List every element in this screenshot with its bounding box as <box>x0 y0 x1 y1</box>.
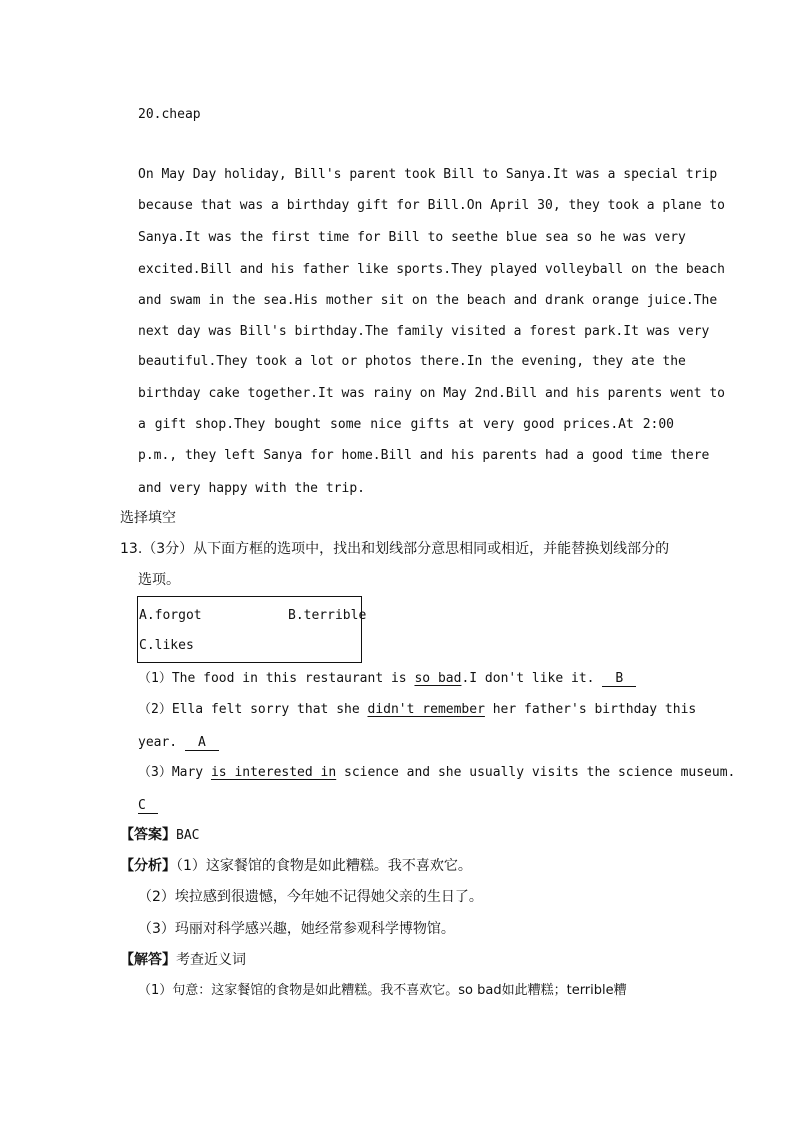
underlined-phrase: didn't remember <box>367 702 485 717</box>
item-text: year. <box>138 735 185 750</box>
passage-line: excited.Bill and his father like sports.They played volleyball on the beach <box>138 262 725 277</box>
answer-value: BAC <box>176 828 200 843</box>
underlined-phrase: is interested in <box>210 765 337 780</box>
item-number: （1） <box>138 671 172 686</box>
passage-line: Sanya.It was the first time for Bill to seethe blue sea so he was very <box>138 230 686 245</box>
answer-blank: A <box>185 735 219 751</box>
option-b: B.terrible <box>288 608 367 623</box>
question-item-3-cont <box>138 797 674 815</box>
question-stem: 13.（3分）从下面方框的选项中，找出和划线部分意思相同或相近，并能替换划线部分的 <box>120 541 670 557</box>
question-stem-cont: 选项。 <box>138 572 180 588</box>
passage-line: birthday cake together.It was rainy on May 2nd.Bill and his parents went to <box>138 386 725 401</box>
option-c: C.likes <box>139 638 194 653</box>
previous-answer: 20.cheap <box>138 107 201 122</box>
solution-line <box>120 951 656 969</box>
item-number: （3） <box>138 765 172 780</box>
analysis-text: （1）这家餐馆的食物是如此糟糕。我不喜欢它。 <box>176 858 472 874</box>
question-item-3 <box>138 764 736 782</box>
analysis-label: 【分析】 <box>120 858 176 874</box>
passage-line: and very happy with the trip. <box>138 481 365 496</box>
solution-text: （1）句意：这家餐馆的食物是如此糟糕。我不喜欢它。so bad如此糟糕；terrible糟 <box>138 983 627 998</box>
solution-label: 【解答】 <box>120 952 176 968</box>
answer-blank: B <box>602 671 636 687</box>
question-item-1 <box>138 670 674 688</box>
answer-line <box>120 826 656 845</box>
underlined-phrase: so bad <box>414 671 462 686</box>
passage-line: because that was a birthday gift for Bill.On April 30, they took a plane to <box>138 198 725 213</box>
option-a: A.forgot <box>139 608 202 623</box>
passage-line: and swam in the sea.His mother sit on the beach and drank orange juice.The <box>138 293 718 308</box>
section-title: 选择填空 <box>120 510 176 526</box>
passage-line: beautiful.They took a lot or photos there.In the evening, they ate the <box>138 354 686 369</box>
item-text: Mary <box>171 765 211 780</box>
item-text: Ella felt sorry that she <box>171 702 368 717</box>
passage-line: a gift shop.They bought some nice gifts at very good prices.At 2:00 <box>138 417 674 432</box>
item-text: The food in this restaurant is <box>171 671 415 686</box>
item-text: .I don't like it. <box>461 671 603 686</box>
passage-line: p.m., they left Sanya for home.Bill and his parents had a good time there <box>138 448 710 463</box>
answer-blank: C <box>138 798 158 814</box>
item-text: science and she usually visits the science museum. <box>336 765 736 780</box>
question-item-2-cont <box>138 734 674 752</box>
solution-title: 考查近义词 <box>176 952 246 968</box>
passage-line: next day was Bill's birthday.The family visited a forest park.It was very <box>138 324 710 339</box>
answer-label: 【答案】 <box>120 827 176 843</box>
analysis-text: （3）玛丽对科学感兴趣，她经常参观科学博物馆。 <box>138 921 455 937</box>
options-box <box>137 596 367 663</box>
question-item-2 <box>138 701 697 719</box>
item-number: （2） <box>138 702 172 717</box>
passage-line: On May Day holiday, Bill's parent took Bill to Sanya.It was a special trip <box>138 167 718 182</box>
analysis-line <box>120 857 656 875</box>
analysis-text: （2）埃拉感到很遗憾，今年她不记得她父亲的生日了。 <box>138 889 483 905</box>
item-text: her father's birthday this <box>484 702 697 717</box>
